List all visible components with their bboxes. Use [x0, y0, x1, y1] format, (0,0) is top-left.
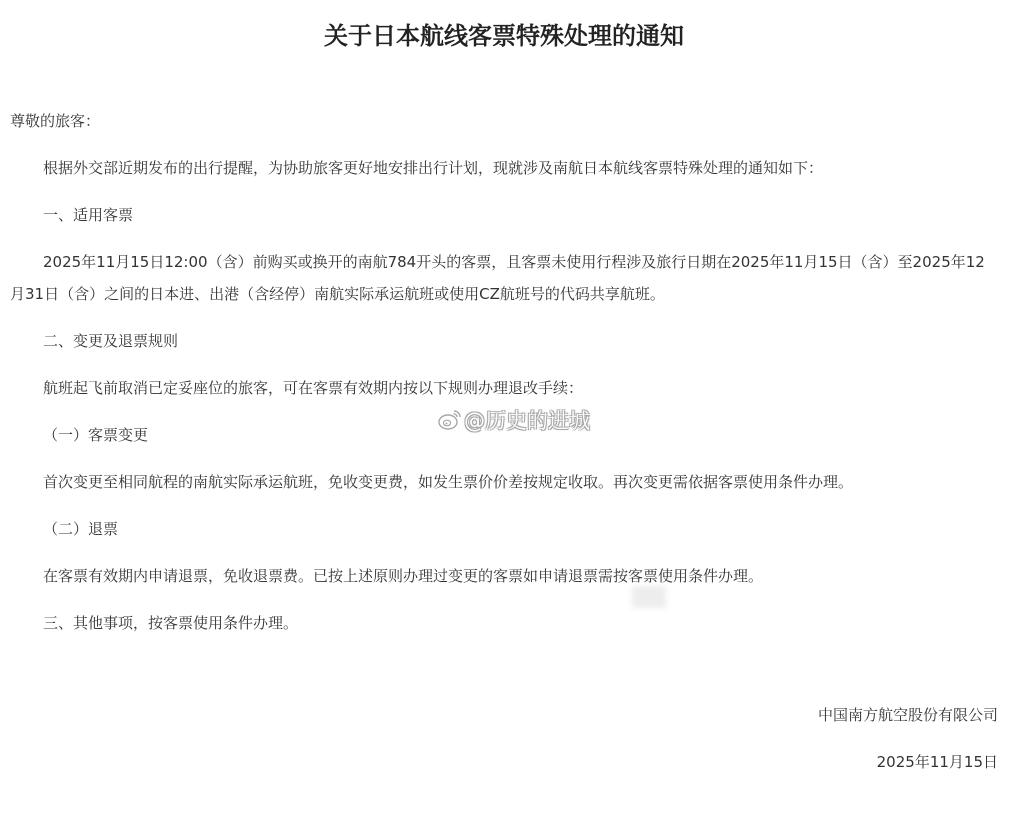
notice-document: [0, 20, 1010, 778]
section3-heading: 三、其他事项，按客票使用条件办理。: [43, 614, 299, 632]
blur-patch: [632, 586, 666, 608]
refund-heading: （二）退票: [43, 520, 119, 538]
section2-heading: 二、变更及退票规则: [43, 332, 179, 350]
refund-body: 在客票有效期内申请退票，免收退票费。已按上述原则办理过变更的客票如申请退票需按客票使用条件办理。: [43, 567, 764, 585]
page-title: 关于日本航线客票特殊处理的通知: [324, 22, 684, 50]
watermark-text: @历史的进城: [464, 409, 590, 433]
intro-paragraph: 根据外交部近期发布的出行提醒，为协助旅客更好地安排出行计划，现就涉及南航日本航线客票特殊处理的通知如下：: [43, 159, 824, 177]
greeting: 尊敬的旅客：: [10, 112, 101, 130]
change-heading: （一）客票变更: [43, 426, 149, 444]
signature-date: 2025年11月15日: [876, 753, 998, 771]
section2-intro: 航班起飞前取消已定妥座位的旅客，可在客票有效期内按以下规则办理退改手续：: [43, 379, 584, 397]
section1-body: 2025年11月15日12:00（含）前购买或换开的南航784开头的客票，且客票未使用行程涉及旅行日期在2025年11月15日（含）至2025年12月31日（含）之间的日本进、出港（含经停）南航实际承运航班或使用CZ航班号的代码共享航班。: [10, 253, 985, 303]
change-body: 首次变更至相同航程的南航实际承运航班，免收变更费，如发生票价价差按规定收取。再次变更需依据客票使用条件办理。: [43, 473, 854, 491]
signature-company: 中国南方航空股份有限公司: [817, 706, 998, 724]
section1-heading: 一、适用客票: [43, 206, 134, 224]
